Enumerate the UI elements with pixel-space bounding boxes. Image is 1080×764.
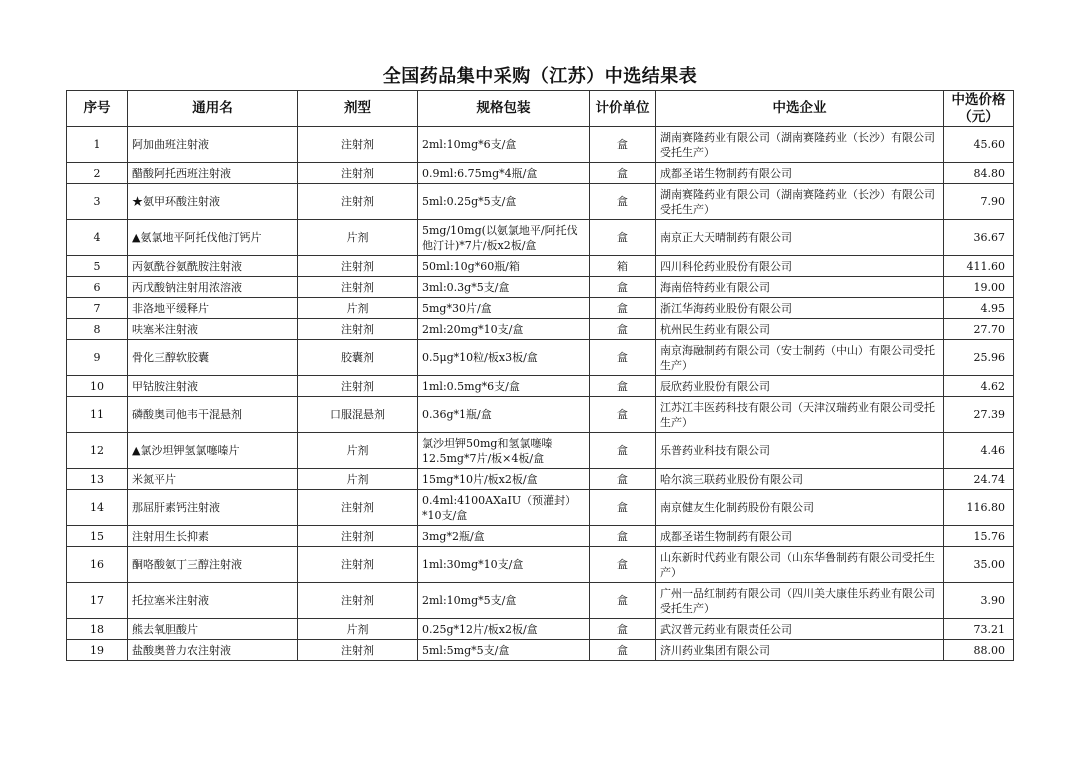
cell-unit: 盒 [590, 163, 656, 184]
table-row [67, 433, 1014, 469]
cell-name: 呋塞米注射液 [128, 319, 298, 340]
cell-spec: 2ml:10mg*5支/盒 [418, 583, 590, 619]
cell-spec: 5ml:0.25g*5支/盒 [418, 184, 590, 220]
cell-company: 济川药业集团有限公司 [656, 640, 944, 661]
cell-price: 411.60 [944, 256, 1014, 277]
cell-company: 江苏江丰医药科技有限公司（天津汉瑞药业有限公司受托生产） [656, 397, 944, 433]
cell-company: 成都圣诺生物制药有限公司 [656, 163, 944, 184]
cell-spec: 氯沙坦钾50mg和氢氯噻嗪12.5mg*7片/板×4板/盒 [418, 433, 590, 469]
table-row [67, 184, 1014, 220]
cell-form: 胶囊剂 [298, 340, 418, 376]
cell-no: 17 [67, 583, 128, 619]
cell-unit: 盒 [590, 490, 656, 526]
cell-form: 片剂 [298, 469, 418, 490]
cell-no: 19 [67, 640, 128, 661]
table-row [67, 640, 1014, 661]
cell-form: 片剂 [298, 220, 418, 256]
cell-spec: 50ml:10g*60瓶/箱 [418, 256, 590, 277]
cell-price: 45.60 [944, 127, 1014, 163]
cell-form: 片剂 [298, 433, 418, 469]
cell-name: 甲钴胺注射液 [128, 376, 298, 397]
cell-unit: 箱 [590, 256, 656, 277]
cell-no: 13 [67, 469, 128, 490]
cell-no: 3 [67, 184, 128, 220]
cell-company: 浙江华海药业股份有限公司 [656, 298, 944, 319]
cell-spec: 2ml:10mg*6支/盒 [418, 127, 590, 163]
table-row [67, 376, 1014, 397]
cell-no: 1 [67, 127, 128, 163]
cell-form: 注射剂 [298, 490, 418, 526]
cell-company: 海南倍特药业有限公司 [656, 277, 944, 298]
header-company: 中选企业 [656, 91, 944, 127]
cell-unit: 盒 [590, 319, 656, 340]
cell-company: 辰欣药业股份有限公司 [656, 376, 944, 397]
cell-spec: 15mg*10片/板x2板/盒 [418, 469, 590, 490]
cell-spec: 1ml:0.5mg*6支/盒 [418, 376, 590, 397]
cell-no: 14 [67, 490, 128, 526]
cell-price: 7.90 [944, 184, 1014, 220]
cell-form: 注射剂 [298, 163, 418, 184]
table-row [67, 220, 1014, 256]
cell-form: 注射剂 [298, 640, 418, 661]
cell-no: 11 [67, 397, 128, 433]
cell-price: 35.00 [944, 547, 1014, 583]
cell-price: 25.96 [944, 340, 1014, 376]
cell-spec: 2ml:20mg*10支/盒 [418, 319, 590, 340]
table-row [67, 163, 1014, 184]
cell-company: 广州一品红制药有限公司（四川美大康佳乐药业有限公司受托生产） [656, 583, 944, 619]
cell-no: 6 [67, 277, 128, 298]
cell-form: 口服混悬剂 [298, 397, 418, 433]
cell-name: 酮咯酸氨丁三醇注射液 [128, 547, 298, 583]
cell-form: 片剂 [298, 298, 418, 319]
cell-unit: 盒 [590, 469, 656, 490]
cell-unit: 盒 [590, 298, 656, 319]
cell-spec: 5ml:5mg*5支/盒 [418, 640, 590, 661]
table-row [67, 256, 1014, 277]
cell-no: 7 [67, 298, 128, 319]
cell-price: 19.00 [944, 277, 1014, 298]
cell-no: 16 [67, 547, 128, 583]
cell-company: 武汉普元药业有限责任公司 [656, 619, 944, 640]
header-name: 通用名 [128, 91, 298, 127]
cell-form: 注射剂 [298, 376, 418, 397]
cell-unit: 盒 [590, 340, 656, 376]
cell-form: 注射剂 [298, 583, 418, 619]
cell-unit: 盒 [590, 220, 656, 256]
cell-price: 84.80 [944, 163, 1014, 184]
cell-company: 南京健友生化制药股份有限公司 [656, 490, 944, 526]
cell-spec: 3ml:0.3g*5支/盒 [418, 277, 590, 298]
cell-company: 湖南赛隆药业有限公司（湖南赛隆药业（长沙）有限公司受托生产） [656, 184, 944, 220]
cell-spec: 0.36g*1瓶/盒 [418, 397, 590, 433]
cell-name: 磷酸奥司他韦干混悬剂 [128, 397, 298, 433]
cell-company: 乐普药业科技有限公司 [656, 433, 944, 469]
table-row [67, 127, 1014, 163]
cell-spec: 0.4ml:4100AXaIU（预灌封）*10支/盒 [418, 490, 590, 526]
cell-price: 24.74 [944, 469, 1014, 490]
cell-name: 注射用生长抑素 [128, 526, 298, 547]
cell-company: 哈尔滨三联药业股份有限公司 [656, 469, 944, 490]
cell-company: 成都圣诺生物制药有限公司 [656, 526, 944, 547]
table-body [67, 127, 1014, 661]
table-row [67, 526, 1014, 547]
cell-form: 注射剂 [298, 277, 418, 298]
cell-unit: 盒 [590, 184, 656, 220]
cell-unit: 盒 [590, 433, 656, 469]
cell-name: 阿加曲班注射液 [128, 127, 298, 163]
cell-name: 非洛地平缓释片 [128, 298, 298, 319]
cell-company: 湖南赛隆药业有限公司（湖南赛隆药业（长沙）有限公司受托生产） [656, 127, 944, 163]
cell-spec: 1ml:30mg*10支/盒 [418, 547, 590, 583]
cell-unit: 盒 [590, 526, 656, 547]
cell-unit: 盒 [590, 277, 656, 298]
cell-name: 丙氨酰谷氨酰胺注射液 [128, 256, 298, 277]
table-row [67, 619, 1014, 640]
cell-no: 2 [67, 163, 128, 184]
cell-company: 山东新时代药业有限公司（山东华鲁制药有限公司受托生产） [656, 547, 944, 583]
cell-spec: 5mg/10mg(以氨氯地平/阿托伐他汀计)*7片/板x2板/盒 [418, 220, 590, 256]
cell-unit: 盒 [590, 397, 656, 433]
cell-price: 73.21 [944, 619, 1014, 640]
table-row [67, 469, 1014, 490]
cell-no: 18 [67, 619, 128, 640]
cell-price: 3.90 [944, 583, 1014, 619]
cell-unit: 盒 [590, 547, 656, 583]
results-table [66, 90, 1014, 661]
cell-spec: 0.9ml:6.75mg*4瓶/盒 [418, 163, 590, 184]
cell-no: 4 [67, 220, 128, 256]
cell-name: 丙戊酸钠注射用浓溶液 [128, 277, 298, 298]
table-row [67, 490, 1014, 526]
cell-unit: 盒 [590, 127, 656, 163]
cell-price: 4.62 [944, 376, 1014, 397]
header-form: 剂型 [298, 91, 418, 127]
document-title: 全国药品集中采购（江苏）中选结果表 [382, 66, 698, 87]
cell-no: 5 [67, 256, 128, 277]
cell-unit: 盒 [590, 583, 656, 619]
header-spec: 规格包装 [418, 91, 590, 127]
cell-price: 27.70 [944, 319, 1014, 340]
table-row [67, 547, 1014, 583]
cell-price: 36.67 [944, 220, 1014, 256]
cell-company: 杭州民生药业有限公司 [656, 319, 944, 340]
cell-company: 四川科伦药业股份有限公司 [656, 256, 944, 277]
cell-form: 片剂 [298, 619, 418, 640]
cell-name: 米氮平片 [128, 469, 298, 490]
cell-name: 那屈肝素钙注射液 [128, 490, 298, 526]
header-price: 中选价格（元） [944, 91, 1014, 127]
cell-spec: 3mg*2瓶/盒 [418, 526, 590, 547]
cell-name: ★氨甲环酸注射液 [128, 184, 298, 220]
cell-price: 116.80 [944, 490, 1014, 526]
cell-spec: 0.5μg*10粒/板x3板/盒 [418, 340, 590, 376]
cell-company: 南京海融制药有限公司（安士制药（中山）有限公司受托生产） [656, 340, 944, 376]
cell-name: ▲氯沙坦钾氢氯噻嗪片 [128, 433, 298, 469]
table-row [67, 277, 1014, 298]
cell-form: 注射剂 [298, 547, 418, 583]
cell-name: 骨化三醇软胶囊 [128, 340, 298, 376]
cell-price: 88.00 [944, 640, 1014, 661]
cell-name: 醋酸阿托西班注射液 [128, 163, 298, 184]
table-row [67, 319, 1014, 340]
cell-name: 盐酸奥普力农注射液 [128, 640, 298, 661]
table-row [67, 583, 1014, 619]
cell-name: 熊去氧胆酸片 [128, 619, 298, 640]
cell-unit: 盒 [590, 376, 656, 397]
cell-spec: 5mg*30片/盒 [418, 298, 590, 319]
cell-price: 15.76 [944, 526, 1014, 547]
cell-price: 4.46 [944, 433, 1014, 469]
cell-unit: 盒 [590, 619, 656, 640]
table-row [67, 397, 1014, 433]
cell-unit: 盒 [590, 640, 656, 661]
cell-no: 9 [67, 340, 128, 376]
cell-spec: 0.25g*12片/板x2板/盒 [418, 619, 590, 640]
cell-price: 4.95 [944, 298, 1014, 319]
cell-price: 27.39 [944, 397, 1014, 433]
header-unit: 计价单位 [590, 91, 656, 127]
table-row [67, 340, 1014, 376]
cell-form: 注射剂 [298, 184, 418, 220]
cell-form: 注射剂 [298, 526, 418, 547]
cell-no: 10 [67, 376, 128, 397]
cell-no: 12 [67, 433, 128, 469]
cell-form: 注射剂 [298, 127, 418, 163]
cell-name: 托拉塞米注射液 [128, 583, 298, 619]
cell-form: 注射剂 [298, 319, 418, 340]
table-row [67, 298, 1014, 319]
cell-form: 注射剂 [298, 256, 418, 277]
cell-name: ▲氨氯地平阿托伐他汀钙片 [128, 220, 298, 256]
header-no: 序号 [67, 91, 128, 127]
cell-no: 8 [67, 319, 128, 340]
cell-no: 15 [67, 526, 128, 547]
table-header [67, 91, 1014, 127]
cell-company: 南京正大天晴制药有限公司 [656, 220, 944, 256]
